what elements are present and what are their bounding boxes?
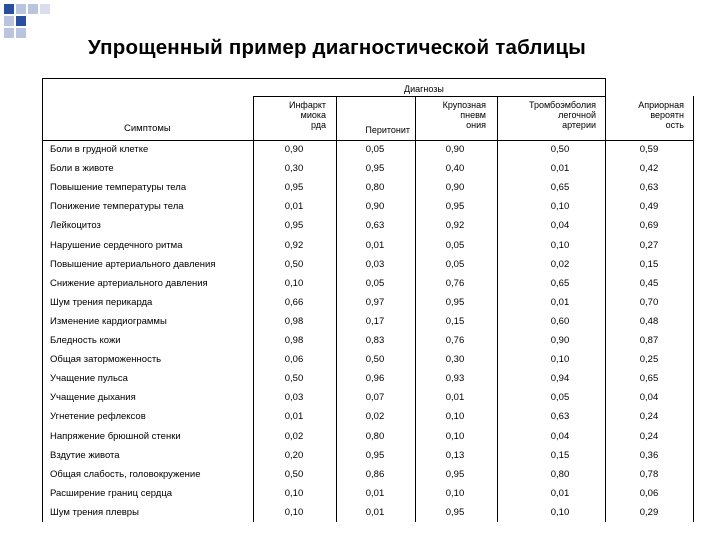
symptom-label: Общая заторможенность [50,354,162,366]
table-top-border [42,78,605,79]
probability-value: 0,90 [284,144,304,155]
header-line: легочной [558,110,596,120]
probability-value: 0,10 [445,487,465,499]
slide-decoration-logo [0,0,60,40]
header-line: Перитонит [365,125,410,135]
probability-value: 0,65 [550,182,570,194]
col-divider-1 [253,96,254,522]
probability-value: 0,50 [284,373,304,385]
header-line: Априорная [638,100,684,110]
col-divider-3 [415,96,416,522]
probability-value: 0,01 [550,296,570,308]
probability-value: 0,04 [550,430,570,442]
probability-value: 0,10 [284,277,304,289]
symptom-label: Учащение дыхания [50,392,136,404]
symptom-label: Повышение температуры тела [50,182,187,194]
probability-value: 0,90 [445,182,465,194]
diagnoses-group-header: Диагнозы [404,84,444,94]
probability-value: 0,01 [284,411,304,423]
prior-col-border [605,78,606,522]
probability-value: 0,01 [284,201,304,213]
probability-value: 0,95 [445,506,465,518]
probability-value: 0,01 [445,392,465,404]
symptom-label: Снижение артериального давления [50,277,208,289]
header-line: ония [466,120,486,130]
header-pneumonia [422,100,486,130]
probability-value: 0,40 [445,163,465,175]
symptom-label: Понижение температуры тела [50,201,184,213]
symptom-label: Учащение пульса [50,373,128,385]
probability-value: 0,10 [550,201,570,213]
probability-value: 0,30 [445,354,465,366]
probability-value: 0,02 [365,411,385,423]
probability-value: 0,95 [445,468,465,480]
probability-value: 0,63 [365,220,385,232]
symptom-label: Шум трения плевры [50,506,139,518]
symptom-label: Изменение кардиограммы [50,315,167,327]
probability-value: 0,49 [639,201,659,213]
col-divider-4 [497,96,498,522]
probability-value: 0,01 [365,487,385,499]
probability-value: 0,03 [284,392,304,404]
probability-value: 0,05 [445,239,465,251]
symptom-label: Расширение границ сердца [50,487,173,499]
probability-value: 0,95 [365,449,385,461]
probability-value: 0,06 [284,354,304,366]
probability-value: 0,15 [639,258,659,270]
probability-value: 0,80 [365,182,385,194]
probability-value: 0,01 [550,163,570,175]
probability-value: 0,10 [284,506,304,518]
probability-value: 0,50 [365,354,385,366]
probability-value: 0,05 [445,258,465,270]
probability-value: 0,96 [365,373,385,385]
probability-value: 0,27 [639,239,659,251]
probability-value: 0,01 [365,506,385,518]
probability-value: 0,80 [365,430,385,442]
probability-value: 0,05 [550,392,570,404]
probability-value: 0,70 [639,296,659,308]
header-line: пневм [460,110,486,120]
probability-value: 0,50 [284,258,304,270]
probability-value: 0,92 [445,220,465,232]
symptom-label: Нарушение сердечного ритма [50,239,183,251]
probability-value: 0,98 [284,335,304,346]
probability-value: 0,10 [550,354,570,366]
probability-value: 0,50 [550,144,570,155]
symptom-label: Лейкоцитоз [50,220,101,232]
table-left-border [42,78,43,522]
probability-value: 0,02 [284,430,304,442]
symptoms-column-header: Симптомы [124,123,171,134]
symptom-label: Боли в животе [50,163,114,175]
symptom-label: Напряжение брюшной стенки [50,430,181,442]
probability-value: 0,03 [365,258,385,270]
probability-value: 0,17 [365,315,385,327]
probability-value: 0,59 [639,144,659,155]
probability-value: 0,07 [365,392,385,404]
probability-value: 0,01 [550,487,570,499]
probability-value: 0,63 [550,411,570,423]
probability-value: 0,90 [550,335,570,346]
symptom-label: Угнетение рефлексов [50,411,146,423]
probability-value: 0,63 [639,182,659,194]
probability-value: 0,04 [639,392,659,404]
probability-value: 0,95 [445,201,465,213]
header-line: миока [300,110,326,120]
probability-value: 0,65 [550,277,570,289]
probability-value: 0,76 [445,335,465,346]
probability-value: 0,24 [639,411,659,423]
probability-value: 0,25 [639,354,659,366]
probability-value: 0,95 [365,163,385,175]
probability-value: 0,95 [284,182,304,194]
symptom-label: Повышение артериального давления [50,258,216,270]
probability-value: 0,48 [639,315,659,327]
probability-value: 0,15 [445,315,465,327]
probability-value: 0,97 [365,296,385,308]
probability-value: 0,02 [550,258,570,270]
probability-value: 0,87 [639,335,659,346]
probability-value: 0,95 [284,220,304,232]
probability-value: 0,50 [284,468,304,480]
header-line: ость [665,120,684,130]
probability-value: 0,10 [550,239,570,251]
probability-value: 0,45 [639,277,659,289]
page-title: Упрощенный пример диагностической таблицы [88,36,586,59]
probability-value: 0,10 [550,506,570,518]
probability-value: 0,10 [445,430,465,442]
probability-value: 0,69 [639,220,659,232]
probability-value: 0,90 [365,201,385,213]
probability-value: 0,04 [550,220,570,232]
header-line: Инфаркт [288,100,326,110]
header-line: Тромбоэмболия [528,100,596,110]
header-peritonitis [342,125,410,135]
probability-value: 0,90 [445,144,465,155]
symptom-label: Вздутие живота [50,449,120,461]
probability-value: 0,24 [639,430,659,442]
probability-value: 0,78 [639,468,659,480]
probability-value: 0,76 [445,277,465,289]
symptom-label: Боли в грудной клетке [50,144,149,155]
probability-value: 0,80 [550,468,570,480]
probability-value: 0,20 [284,449,304,461]
probability-value: 0,93 [445,373,465,385]
probability-value: 0,83 [365,335,385,346]
diagnostic-table [42,78,694,522]
header-line: рда [310,120,326,130]
probability-value: 0,60 [550,315,570,327]
probability-value: 0,10 [284,487,304,499]
probability-value: 0,01 [365,239,385,251]
header-bottom-border [42,140,694,141]
header-pulmonary-embolism [504,100,596,130]
probability-value: 0,05 [365,144,385,155]
header-line: Крупозная [442,100,486,110]
probability-value: 0,86 [365,468,385,480]
symptom-label: Шум трения перикарда [50,296,153,308]
probability-value: 0,95 [445,296,465,308]
probability-value: 0,92 [284,239,304,251]
symptom-label: Общая слабость, головокружение [50,468,201,480]
header-line: вероятн [650,110,684,120]
table-right-border [693,96,694,522]
group-header-divider [253,96,605,97]
probability-value: 0,94 [550,373,570,385]
probability-value: 0,15 [550,449,570,461]
probability-value: 0,05 [365,277,385,289]
header-line: артерии [562,120,596,130]
probability-value: 0,06 [639,487,659,499]
probability-value: 0,36 [639,449,659,461]
probability-value: 0,66 [284,296,304,308]
probability-value: 0,10 [445,411,465,423]
probability-value: 0,29 [639,506,659,518]
symptom-label: Бледность кожи [50,335,121,346]
header-prior-probability [612,100,684,130]
probability-value: 0,98 [284,315,304,327]
probability-value: 0,30 [284,163,304,175]
probability-value: 0,13 [445,449,465,461]
probability-value: 0,42 [639,163,659,175]
probability-value: 0,65 [639,373,659,385]
header-myocardial-infarction [270,100,326,130]
col-divider-2 [336,96,337,522]
